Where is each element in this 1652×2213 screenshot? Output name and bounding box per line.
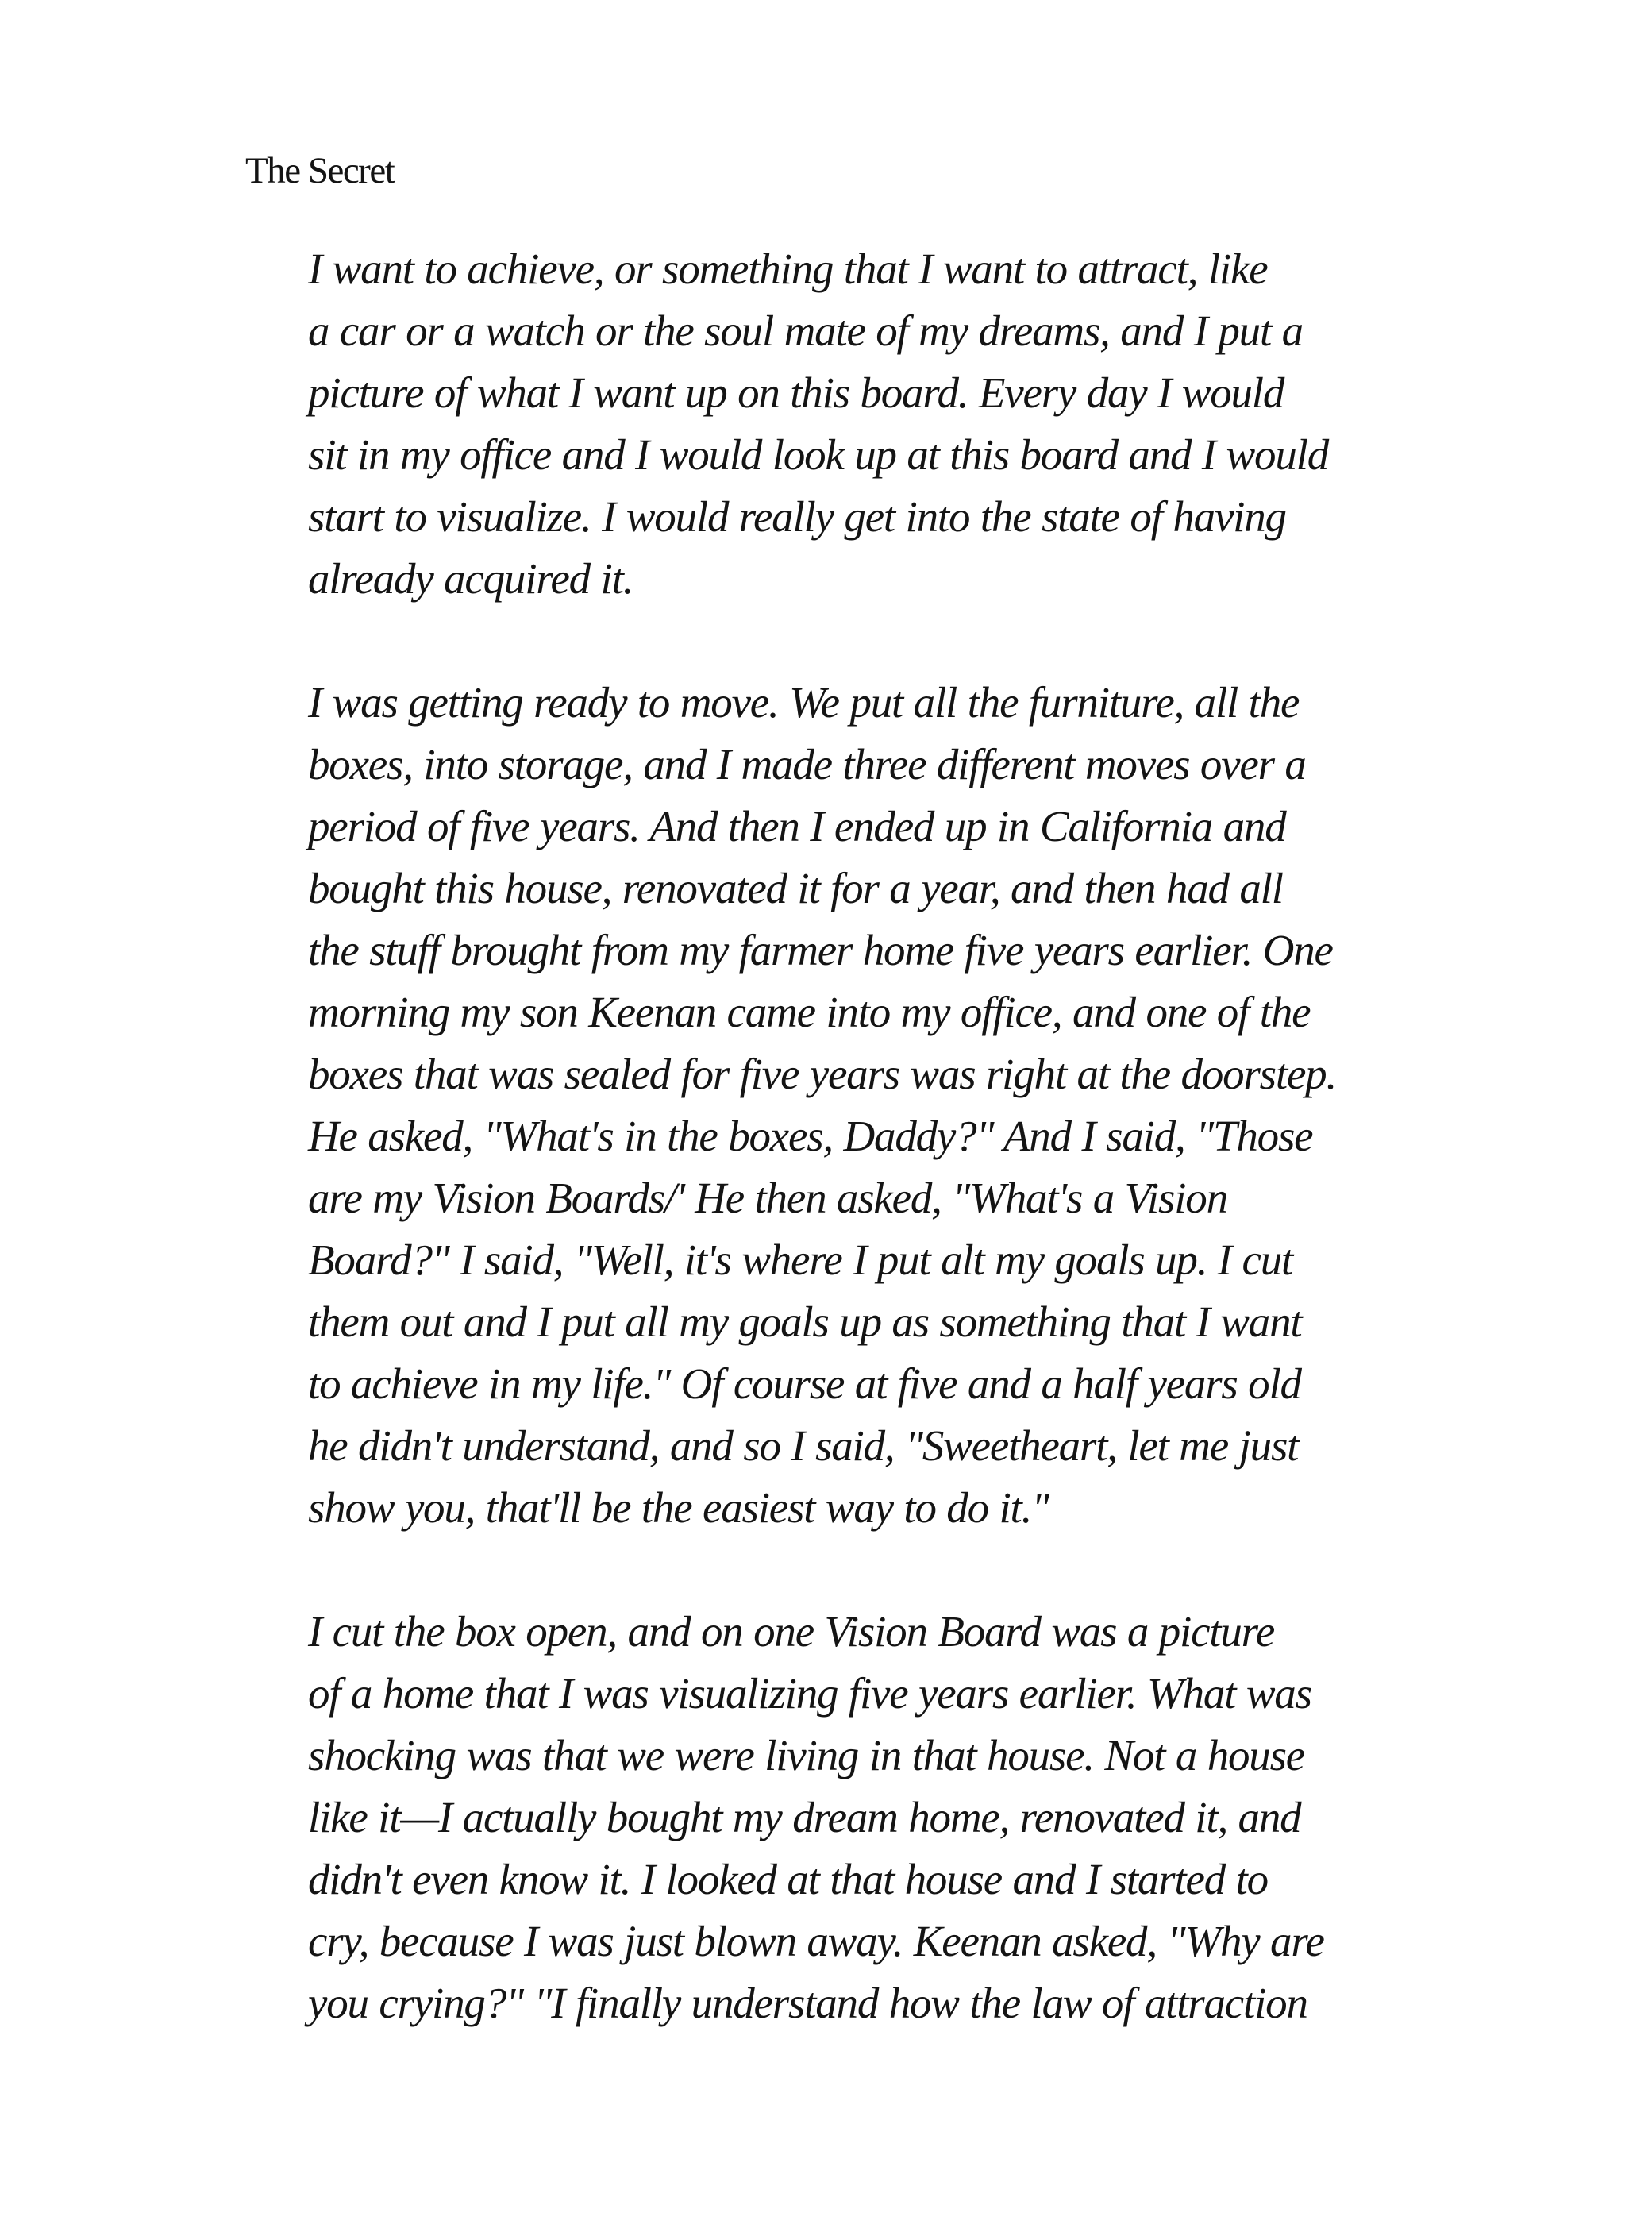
text-line: I cut the box open, and on one Vision Board was a picture: [308, 1607, 1275, 1656]
text-line: picture of what I want up on this board. Every day I would: [308, 368, 1284, 417]
text-line: I want to achieve, or something that I want to attract, like: [308, 245, 1268, 293]
text-line: to achieve in my life." Of course at five and a half years old: [308, 1359, 1301, 1408]
running-head: The Secret: [245, 150, 395, 191]
text-line: of a home that I was visualizing five years earlier. What was: [308, 1669, 1311, 1718]
text-line: cry, because I was just blown away. Keenan asked, "Why are: [308, 1917, 1324, 1965]
text-line: you crying?" "I finally understand how the law of attraction: [308, 1979, 1307, 2027]
paragraph: [308, 1601, 1499, 2034]
text-line: sit in my office and I would look up at this board and I would: [308, 430, 1329, 479]
text-line: He asked, "What's in the boxes, Daddy?" And I said, "Those: [308, 1112, 1313, 1160]
text-line: start to visualize. I would really get into the state of having: [308, 492, 1286, 541]
text-line: boxes, into storage, and I made three different moves over a: [308, 740, 1306, 788]
text-line: I was getting ready to move. We put all the furniture, all the: [308, 678, 1300, 727]
text-line: period of five years. And then I ended up in California and: [308, 802, 1286, 850]
text-line: Board?" I said, "Well, it's where I put alt my goals up. I cut: [308, 1236, 1293, 1284]
paragraph: [308, 238, 1499, 610]
text-line: shocking was that we were living in that house. Not a house: [308, 1731, 1305, 1779]
body-text: [308, 238, 1499, 2096]
text-line: are my Vision Boards/' He then asked, "What's a Vision: [308, 1174, 1227, 1222]
text-line: them out and I put all my goals up as something that I want: [308, 1297, 1302, 1346]
text-line: didn't even know it. I looked at that house and I started to: [308, 1855, 1268, 1903]
text-line: bought this house, renovated it for a year, and then had all: [308, 864, 1283, 912]
text-line: the stuff brought from my farmer home five years earlier. One: [308, 926, 1333, 974]
text-line: like it—I actually bought my dream home, renovated it, and: [308, 1793, 1301, 1841]
text-line: he didn't understand, and so I said, "Sweetheart, let me just: [308, 1421, 1299, 1470]
text-line: already acquired it.: [308, 554, 633, 603]
text-line: a car or a watch or the soul mate of my dreams, and I put a: [308, 307, 1303, 355]
paragraph: [308, 672, 1499, 1539]
text-line: morning my son Keenan came into my office, and one of the: [308, 988, 1311, 1036]
text-line: show you, that'll be the easiest way to do it.": [308, 1483, 1049, 1532]
text-line: boxes that was sealed for five years was right at the doorstep.: [308, 1050, 1337, 1098]
